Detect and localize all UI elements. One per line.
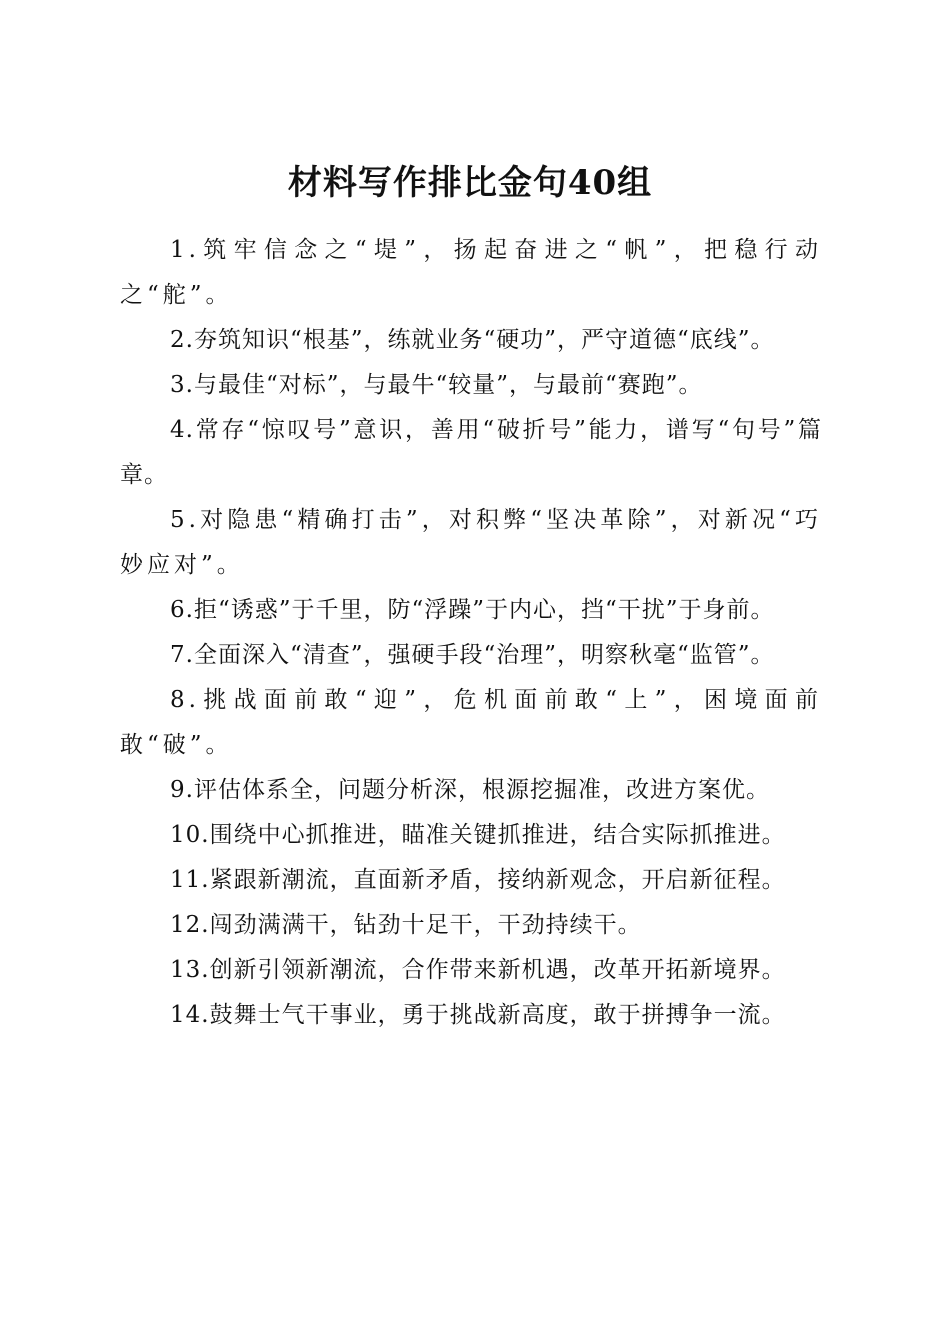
list-item: 4.常存“惊叹号”意识，善用“破折号”能力，谱写“句号”篇章。 xyxy=(120,417,822,488)
list-item: 13.创新引领新潮流，合作带来新机遇，改革开拓新境界。 xyxy=(170,957,786,983)
list-item: 14.鼓舞士气干事业，勇于挑战新高度，敢于拼搏争一流。 xyxy=(170,1002,786,1028)
list-item: 1.筑牢信念之“堤”，扬起奋进之“帆”，把稳行动之“舵”。 xyxy=(120,237,822,308)
list-item: 9.评估体系全，问题分析深，根源挖掘准，改进方案优。 xyxy=(170,777,770,803)
document-body xyxy=(120,228,822,1038)
list-item: 3.与最佳“对标”，与最牛“较量”，与最前“赛跑”。 xyxy=(170,372,703,398)
list-item: 8.挑战面前敢“迎”，危机面前敢“上”，困境面前敢“破”。 xyxy=(120,687,822,758)
list-item: 5.对隐患“精确打击”，对积弊“坚决革除”，对新况“巧妙应对”。 xyxy=(120,507,822,578)
list-item: 11.紧跟新潮流，直面新矛盾，接纳新观念，开启新征程。 xyxy=(170,867,786,893)
list-item: 2.夯筑知识“根基”，练就业务“硬功”，严守道德“底线”。 xyxy=(170,327,775,353)
list-item: 10.围绕中心抓推进，瞄准关键抓推进，结合实际抓推进。 xyxy=(170,822,786,848)
page-title: 材料写作排比金句40组 xyxy=(287,162,653,203)
list-item: 7.全面深入“清查”，强硬手段“治理”，明察秋毫“监管”。 xyxy=(170,642,775,668)
list-item: 12.闯劲满满干，钻劲十足干，干劲持续干。 xyxy=(170,912,642,938)
list-item: 6.拒“诱惑”于千里，防“浮躁”于内心，挡“干扰”于身前。 xyxy=(170,597,775,623)
